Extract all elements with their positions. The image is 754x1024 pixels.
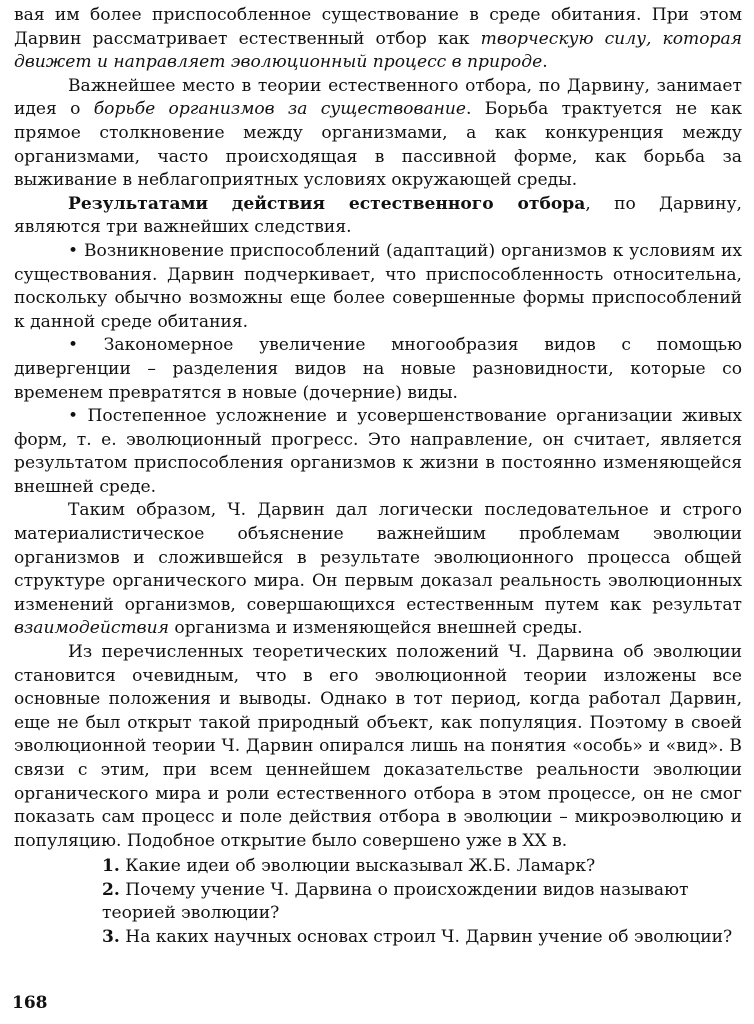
text-run: .: [542, 52, 548, 73]
emphasis-text: взаимодействия: [14, 618, 169, 639]
paragraph-results: [14, 193, 742, 240]
paragraph-bullet-3: [14, 405, 742, 499]
paragraph-bullet-1: [14, 240, 742, 334]
question-text: Какие идеи об эволюции высказывал Ж.Б. Ламарк?: [125, 856, 596, 876]
question-item: [14, 926, 742, 950]
bold-text: Результатами действия естественного отбора: [68, 193, 586, 214]
text-run: • Возникновение приспособлений (адаптаций) организмов к условиям их существования. Дарвин подчеркивает, что приспособленность относительна, поскольку обычно возможны еще более совершенные формы приспособлений к данной среде обитания.: [14, 240, 742, 332]
body-text: [14, 4, 742, 853]
page-content: [14, 4, 742, 853]
text-run: Таким образом, Ч. Дарвин дал логически последовательное и строго материалистическое объяснение важнейшим проблемам эволюции организмов и сложившейся в результате эволюционного процесса общей структуре органического мира. Он первым доказал реальность эволюционных изменений организмов, совершающихся естественным путем как результат: [14, 500, 742, 615]
question-text: Почему учение Ч. Дарвина о происхождении видов называют теорией эволюции?: [102, 879, 689, 924]
text-run: организма и изменяющейся внешней среды.: [168, 618, 583, 639]
paragraph-struggle: [14, 75, 742, 193]
text-run: Важнейшее место в теории естественного отбора, по Дарвину, занимает идея о: [14, 75, 742, 120]
review-questions: [14, 855, 742, 949]
emphasis-text: творческую силу, которая движет и направляет эволюционный процесс в природе: [14, 28, 742, 73]
question-item: [14, 855, 742, 879]
text-run: , по Дарвину, являются три важнейших следствия.: [14, 193, 742, 238]
question-text: На каких научных основах строил Ч. Дарвин учение об эволюции?: [125, 926, 733, 947]
text-run: . Борьба трактуется не как прямое столкновение между организмами, а как конкуренция между организмами, часто происходящая в пассивной форме, как борьба за выживание в неблагоприятных условиях окружающей среды.: [14, 99, 743, 191]
page-number: 168: [12, 993, 48, 1013]
text-run: Из перечисленных теоретических положений Ч. Дарвина об эволюции становится очевидным, что в его эволюционной теории изложены все основные положения и выводы. Однако в тот период, когда работал Дарвин, еще не был открыт такой природный объект, как популяция. Поэтому в своей эволюционной теории Ч. Дарвин опирался лишь на понятия «особь» и «вид». В связи с этим, при всем ценнейшем доказательстве реальности эволюции органического мира и роли естественного отбора в этом процессе, он не смог показать сам процесс и поле действия отбора в эволюции – микроэволюцию и популяцию. Подобное открытие было совершено уже в XX в.: [14, 642, 742, 851]
text-run: • Постепенное усложнение и усовершенствование организации живых форм, т. е. эволюционный прогресс. Это направление, он считает, является результатом приспособления организмов к жизни в постоянно изменяющейся внешней среде.: [14, 406, 742, 497]
question-number: 1.: [102, 856, 120, 876]
paragraph-bullet-2: [14, 334, 742, 405]
paragraph-conclusion: [14, 499, 742, 641]
text-run: • Закономерное увеличение многообразия видов с помощью дивергенции – разделения видов на новые разновидности, которые со временем превратятся в новые (дочерние) виды.: [14, 335, 742, 403]
question-number: 2.: [102, 879, 120, 900]
text-run: вая им более приспособленное существование в среде обитания. При этом Дарвин рассматривает естественный отбор как: [14, 5, 742, 49]
paragraph-intro: [14, 4, 742, 75]
question-number: 3.: [102, 926, 120, 947]
question-item: [14, 879, 742, 926]
paragraph-summary: [14, 641, 742, 853]
emphasis-text: борьбе организмов за существование: [93, 99, 466, 120]
